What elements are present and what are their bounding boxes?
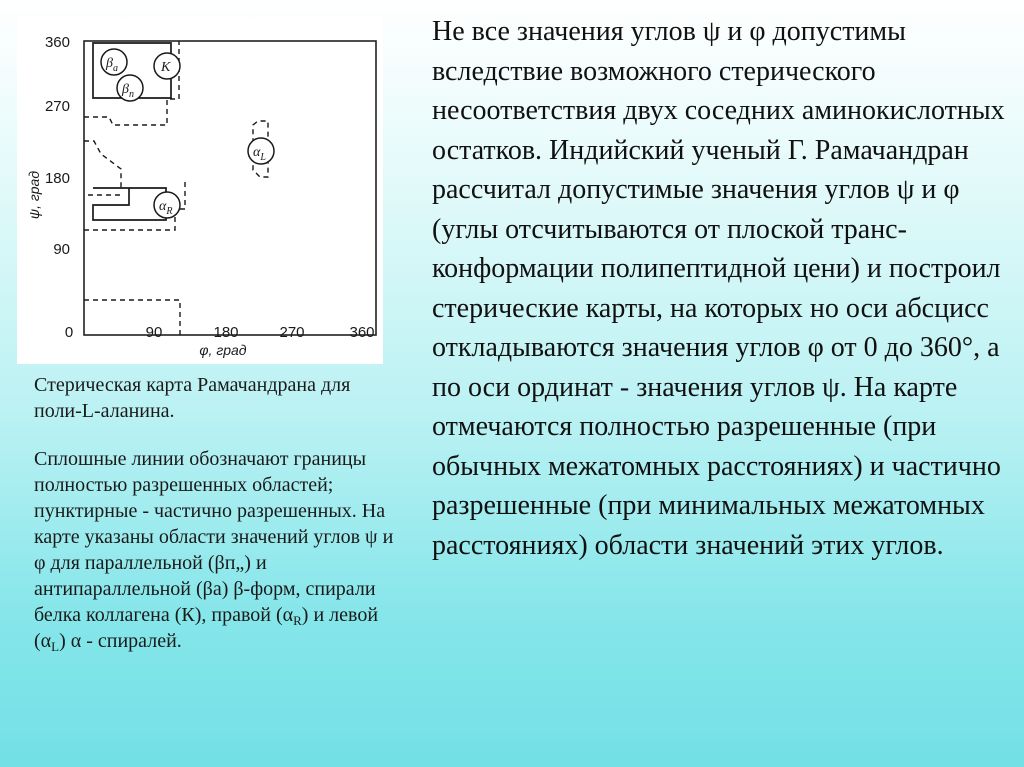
legend-text-part: Сплошные линии обозначают границы полностью разрешенных областей; пунктирные - частично разрешенных. На карте указаны области значений углов ψ и φ для параллельной (βп„) и антипараллельной (βa) β-форм, спирали белка коллагена (К), правой (α — [34, 448, 394, 626]
y-tick-label: 360 — [44, 34, 70, 51]
alpha-r-label: $\alpha_R$ — [159, 199, 173, 217]
plot-legend-text — [34, 446, 394, 654]
x-tick-label: 0 — [64, 324, 74, 341]
y-axis-title: ψ, град — [26, 170, 42, 220]
x-tick-label: 180 — [213, 324, 239, 341]
legend-text-part: ) α - спиралей. — [59, 630, 182, 652]
legend-text-part: ) и левой (α — [34, 604, 379, 652]
ramachandran-plot — [17, 17, 383, 364]
main-paragraph: Не все значения углов ψ и φ допустимы вследствие возможного стерического несоответствия двух соседних аминокислотных остатков. Индийский ученый Г. Рамачандран рассчитал допустимые значения углов ψ и φ (углы отсчитываются от плоской транс-конформации полипептидной цени) и построил стерические карты, на которых но оси абсцисс откладываются значения углов φ от 0 до 360°, а по оси ординат - значения углов ψ. На карте отмечаются полностью разрешенные (при обычных межатомных расстояниях) и частично разрешенные (при минимальных межатомных расстояниях) области значений этих углов. — [432, 16, 1005, 561]
plot-caption: Стерическая карта Рамачандрана для поли-L-аланина. — [34, 374, 351, 422]
ramachandran-plot-svg — [17, 17, 383, 364]
bridge-region-dashed-boundary — [84, 141, 121, 190]
alpha-l-label: $\alpha_L$ — [253, 145, 266, 163]
beta-p-label: $\beta_п$ — [122, 82, 134, 100]
y-tick-label: 90 — [53, 241, 70, 258]
legend-subscript: R — [293, 613, 302, 628]
lower-region-dashed-boundary — [84, 300, 180, 335]
legend-subscript: L — [51, 639, 60, 654]
y-tick-label: 180 — [44, 170, 70, 187]
y-tick-label: 270 — [44, 98, 70, 115]
x-tick-label: 360 — [349, 324, 375, 341]
x-tick-label: 90 — [145, 324, 163, 341]
x-tick-label: 270 — [279, 324, 305, 341]
beta-a-label: $\beta_a$ — [106, 56, 118, 74]
x-axis-title: φ, град — [199, 342, 247, 358]
collagen-label: K — [161, 60, 171, 75]
